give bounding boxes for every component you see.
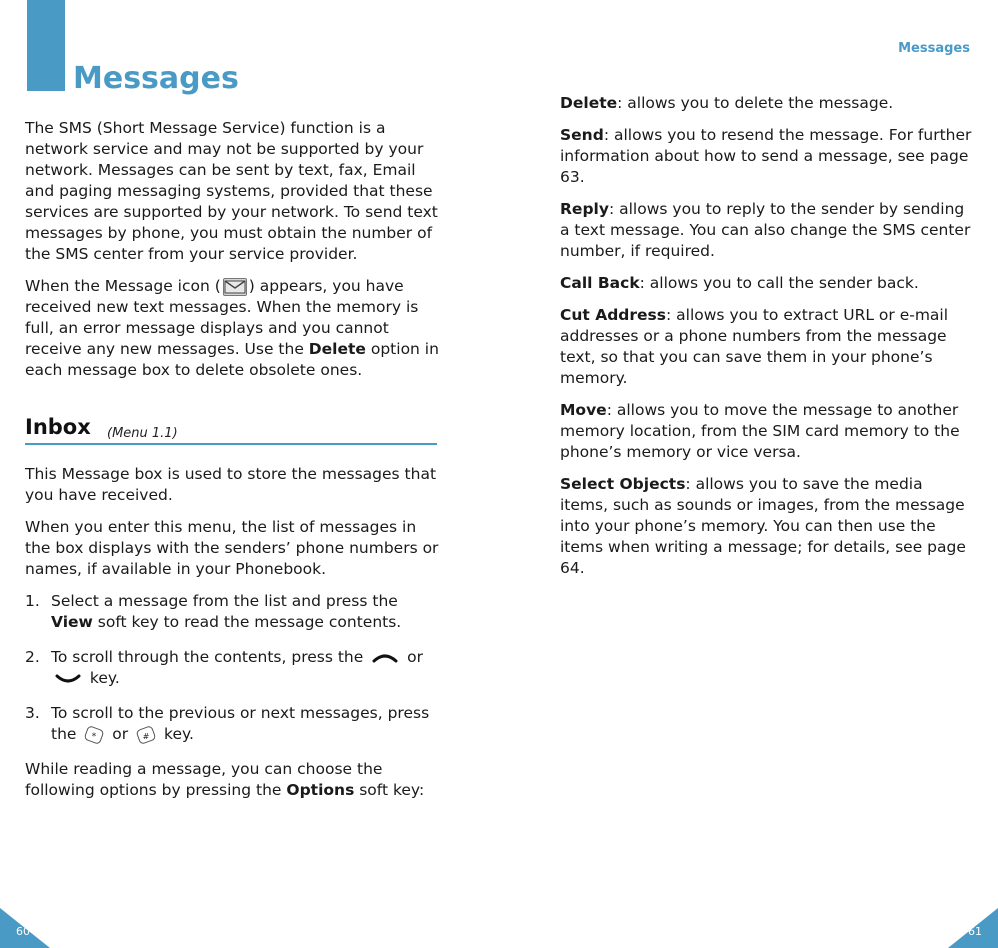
section-title: Inbox	[25, 415, 91, 439]
message-icon-paragraph: When the Message icon ( ) appears, you have received new text messages. When the memory is full, an error message displays and you cannot receive any new messages. Use the Delete option in each message box to delete obsolete ones.	[25, 277, 439, 379]
right-column	[560, 93, 972, 590]
chapter-title: Messages	[73, 61, 239, 96]
inbox-para-1: This Message box is used to store the messages that you have received.	[25, 465, 437, 504]
svg-text:#: #	[142, 731, 150, 741]
steps-list	[25, 591, 440, 745]
envelope-icon	[223, 278, 247, 296]
option-call-back: Call Back: allows you to call the sender back.	[560, 274, 919, 292]
intro-paragraph: The SMS (Short Message Service) function is a network service and may not be supported by your network. Messages can be sent by text, fax, Email and paging messaging systems, provided that these services are supported by your network. To send text messages by phone, you must obtain the number of the SMS center from your service provider.	[25, 119, 438, 263]
nav-down-key-icon	[55, 673, 81, 685]
page-number-right: 61	[968, 925, 982, 938]
page-number-left: 60	[16, 925, 30, 938]
chapter-tab-bar	[27, 0, 65, 91]
left-column	[25, 118, 440, 812]
svg-text:*: *	[92, 731, 97, 742]
inbox-para-2: When you enter this menu, the list of messages in the box displays with the senders’ phone numbers or names, if available in your Phonebook.	[25, 518, 439, 578]
list-item: 3. To scroll to the previous or next messages, press the * or # key.	[25, 704, 430, 743]
nav-up-key-icon	[372, 652, 398, 664]
inbox-section-heading	[25, 415, 437, 445]
list-item: 1. Select a message from the list and press the View soft key to read the message contents.	[25, 592, 402, 631]
closing-paragraph: While reading a message, you can choose the following options by pressing the Options soft key:	[25, 760, 425, 799]
running-head: Messages	[898, 41, 970, 56]
hash-key-icon	[136, 725, 156, 745]
option-select-objects: Select Objects: allows you to save the media items, such as sounds or images, from the message into your phone’s memory. You can then use the items when writing a message; for details, see page 64.	[560, 475, 966, 577]
option-move: Move: allows you to move the message to another memory location, from the SIM card memory to the phone’s memory or vice versa.	[560, 401, 960, 461]
section-menu-ref: (Menu 1.1)	[107, 426, 178, 441]
option-delete: Delete: allows you to delete the message.	[560, 94, 894, 112]
option-send: Send: allows you to resend the message. For further information about how to send a message, see page 63.	[560, 126, 972, 186]
option-reply: Reply: allows you to reply to the sender by sending a text message. You can also change the SMS center number, if required.	[560, 200, 971, 260]
star-key-icon	[84, 725, 104, 745]
option-cut-address: Cut Address: allows you to extract URL or e-mail addresses or a phone numbers from the message text, so that you can save them in your phone’s memory.	[560, 306, 949, 387]
list-item: 2. To scroll through the contents, press the or key.	[25, 648, 424, 687]
